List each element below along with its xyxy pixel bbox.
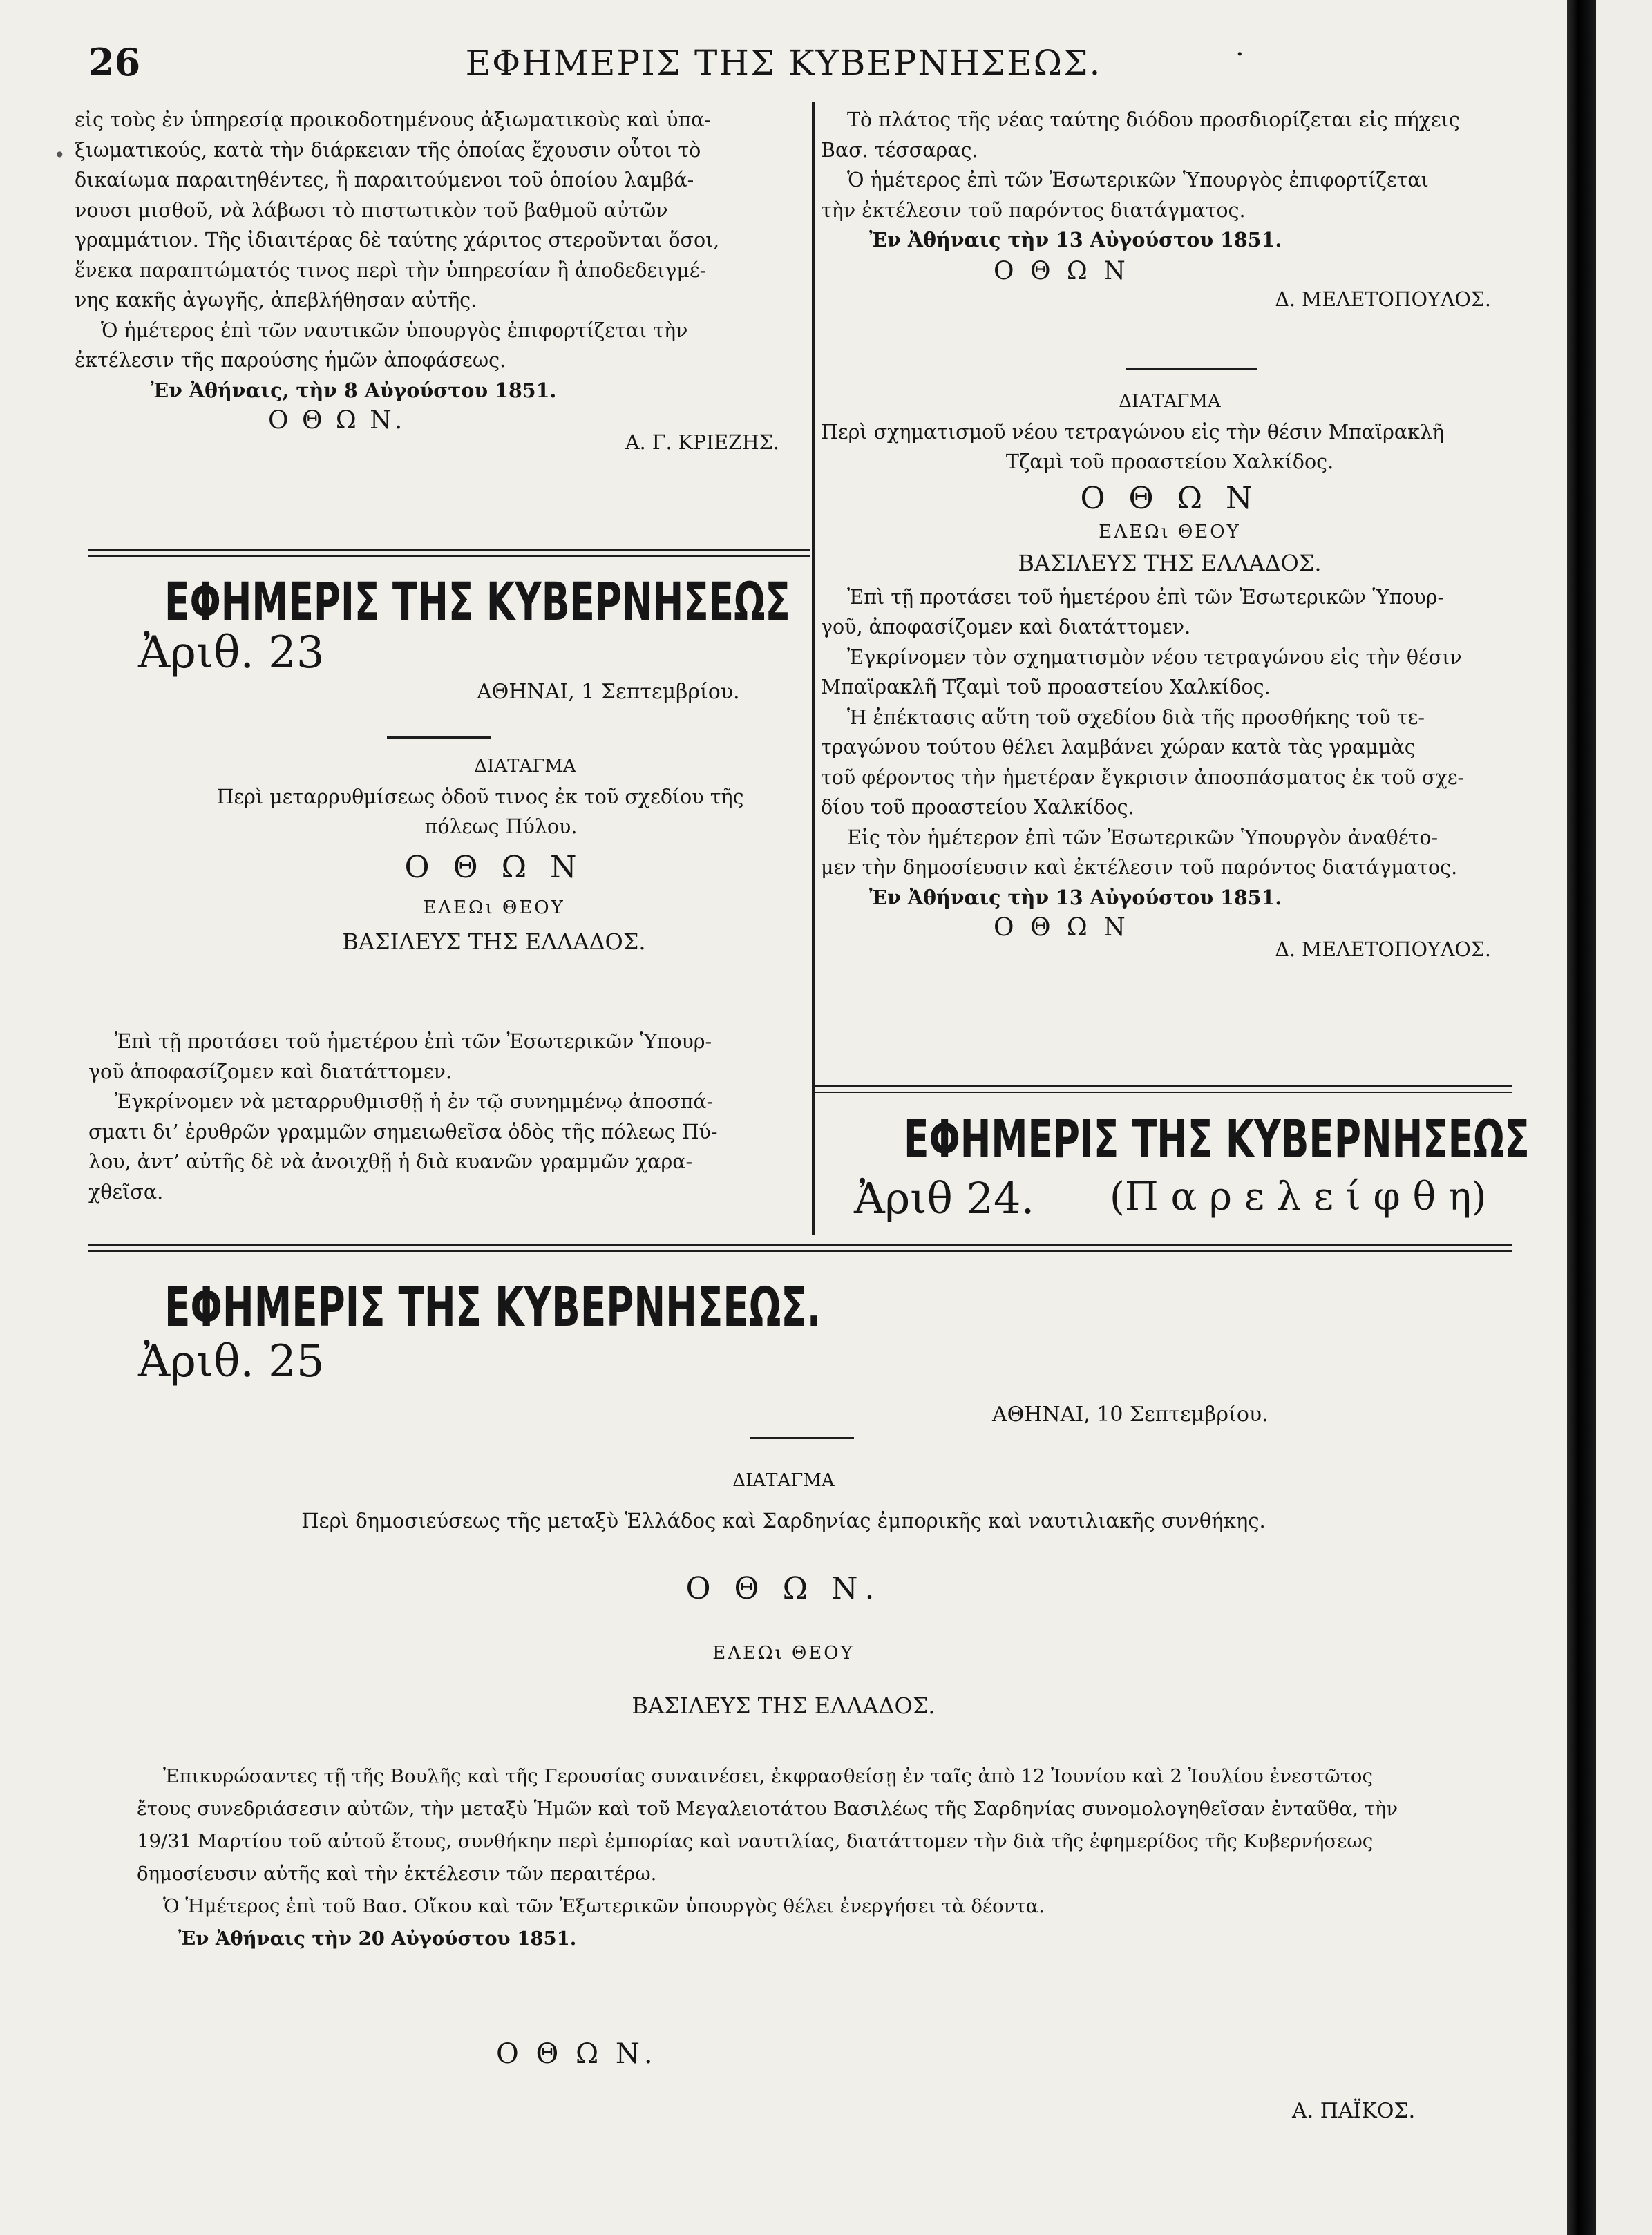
king-name: Ο Θ Ω Ν. xyxy=(496,2038,657,2070)
text-line: δίου τοῦ προαστείου Χαλκίδος. xyxy=(821,796,1134,819)
text-line: χθεῖσα. xyxy=(88,1180,164,1204)
text-line: ἔτους συνεδριάσεσιν αὐτῶν, τὴν μεταξὺ Ἡμῶν καὶ τοῦ Μεγαλειοτάτου Βασιλέως τῆς Σαρδηνίας συνομολογηθεῖσαν ἐνταῦθα, τὴν xyxy=(137,1798,1398,1820)
decree-2 xyxy=(821,387,1519,964)
text-line: νης κακῆς ἀγωγῆς, ἀπεβλήθησαν αὐτῆς. xyxy=(75,289,477,312)
minister-name: Α. Γ. ΚΡΙΕΖΗΣ. xyxy=(625,430,779,454)
issue-23-masthead: ΕΦΗΜΕΡΙΣ ΤΗΣ ΚΥΒΕΡΝΗΣΕΩΣ xyxy=(164,571,790,632)
decree-subject: Περὶ μεταρρυθμίσεως ὁδοῦ τινος ἐκ τοῦ σχεδίου τῆς xyxy=(216,785,744,808)
king-name: Ο Θ Ω Ν xyxy=(1080,480,1260,516)
text-line: Ὁ ἡμέτερος ἐπὶ τῶν Ἐσωτερικῶν Ὑπουργὸς ἐπιφορτίζεται xyxy=(847,169,1429,191)
king-name: Ο Θ Ω Ν. xyxy=(685,1571,882,1606)
short-rule xyxy=(1126,368,1257,370)
decree-subject: Τζαμὶ τοῦ προαστείου Χαλκίδος. xyxy=(1005,450,1334,473)
section-rule xyxy=(815,1085,1512,1087)
text-line: Ἐπὶ τῇ προτάσει τοῦ ἡμετέρου ἐπὶ τῶν Ἐσωτερικῶν Ὑπουρ- xyxy=(847,585,1445,609)
section-rule xyxy=(88,1244,1512,1246)
issue-24-number: Ἀριθ 24. xyxy=(854,1173,1035,1224)
grace-line: ΕΛΕΩι ΘΕΟΥ xyxy=(423,897,565,918)
royal-title: ΒΑΣΙΛΕΥΣ ΤΗΣ ΕΛΛΑΔΟΣ. xyxy=(632,1693,936,1719)
minister-name: Α. ΠΑΪΚΟΣ. xyxy=(1292,2099,1416,2123)
issue-24-omitted: (Π α ρ ε λ ε ί φ θ η) xyxy=(1110,1174,1487,1219)
text-line: Ἡ ἐπέκτασις αὕτη τοῦ σχεδίου διὰ τῆς προσθήκης τοῦ τε- xyxy=(847,705,1425,729)
issue-23-body xyxy=(88,1027,807,1207)
king-name: Ο Θ Ω Ν xyxy=(994,256,1130,285)
decree-subject: Περὶ δημοσιεύσεως τῆς μεταξὺ Ἑλλάδος καὶ Σαρδηνίας ἐμπορικῆς καὶ ναυτιλιακῆς συνθήκης. xyxy=(301,1509,1266,1532)
text-line: ἐκτέλεσιν τῆς παρούσης ἡμῶν ἀποφάσεως. xyxy=(75,349,506,372)
page-number: 26 xyxy=(88,40,141,84)
issue-23-number: Ἀριθ. 23 xyxy=(138,627,325,678)
text-line: Ἐγκρίνομεν νὰ μεταρρυθμισθῇ ἡ ἐν τῷ συνημμένῳ ἀποσπά- xyxy=(115,1090,714,1113)
decree-heading: ΔΙΑΤΑΓΜΑ xyxy=(732,1470,835,1491)
right-continuation xyxy=(821,105,1519,314)
text-line: ξιωματικούς, κατὰ τὴν διάρκειαν τῆς ὁποίας ἔχουσιν οὗτοι τὸ xyxy=(75,138,701,162)
date-line: Ἐν Ἀθήναις, τὴν 8 Αὐγούστου 1851. xyxy=(151,378,557,402)
text-line: λου, ἀντ’ αὐτῆς δὲ νὰ ἀνοιχθῇ ἡ διὰ κυανῶν γραμμῶν χαρα- xyxy=(88,1150,693,1173)
decree-subject: πόλεως Πύλου. xyxy=(424,815,578,838)
issue-25-number: Ἀριθ. 25 xyxy=(138,1336,325,1387)
grace-line: ΕΛΕΩι ΘΕΟΥ xyxy=(1099,521,1241,542)
section-rule xyxy=(815,1092,1512,1093)
left-continuation xyxy=(75,105,807,457)
text-line: ἕνεκα παραπτώματός τινος περὶ τὴν ὑπηρεσίαν ἢ ἀποδεδειγμέ- xyxy=(75,258,707,282)
text-line: Μπαϊρακλῆ Τζαμὶ τοῦ προαστείου Χαλκίδος. xyxy=(821,676,1271,698)
text-line: Ὁ ἡμέτερος ἐπὶ τῶν ναυτικῶν ὑπουργὸς ἐπιφορτίζεται τὴν xyxy=(101,318,688,342)
section-rule xyxy=(88,555,810,557)
decree-subject: Περὶ σχηματισμοῦ νέου τετραγώνου εἰς τὴν θέσιν Μπαϊρακλῆ xyxy=(821,420,1445,444)
margin-bullet: • xyxy=(54,144,66,167)
issue-25-masthead: ΕΦΗΜΕΡΙΣ ΤΗΣ ΚΥΒΕΡΝΗΣΕΩΣ. xyxy=(164,1277,822,1339)
text-line: Τὸ πλάτος τῆς νέας ταύτης διόδου προσδιορίζεται εἰς πήχεις xyxy=(847,108,1460,131)
date-line: Ἐν Ἀθήναις τὴν 13 Αὐγούστου 1851. xyxy=(869,885,1282,909)
section-rule xyxy=(88,1250,1512,1252)
grace-line: ΕΛΕΩι ΘΕΟΥ xyxy=(712,1643,855,1664)
text-line: γοῦ ἀποφασίζομεν καὶ διατάττομεν. xyxy=(88,1060,453,1083)
text-line: σματι δι’ ἐρυθρῶν γραμμῶν σημειωθεῖσα ὁδὸς τῆς πόλεως Πύ- xyxy=(88,1120,718,1143)
text-line: μεν τὴν δημοσίευσιν καὶ ἐκτέλεσιν τοῦ παρόντος διατάγματος. xyxy=(821,856,1458,879)
text-line: Βασ. τέσσαρας. xyxy=(821,138,978,162)
adjacent-page-edge xyxy=(1596,0,1652,2235)
decree-heading: ΔΙΑΤΑΓΜΑ xyxy=(474,756,576,777)
text-line: Ἐγκρίνομεν τὸν σχηματισμὸν νέου τετραγώνου εἰς τὴν θέσιν xyxy=(847,645,1462,669)
text-line: δικαίωμα παραιτηθέντες, ἢ παραιτούμενοι τοῦ ὁποίου λαμβά- xyxy=(75,169,694,191)
text-line: 19/31 Μαρτίου τοῦ αὐτοῦ ἔτους, συνθήκην περὶ ἐμπορίας καὶ ναυτιλίας, διατάττομεν τὴν διὰ τῆς ἐφημερίδος τῆς Κυβερνήσεως xyxy=(137,1830,1374,1852)
king-name: Ο Θ Ω Ν. xyxy=(268,406,406,435)
text-line: τραγώνου τούτου θέλει λαμβάνει χώραν κατὰ τὰς γραμμὰς xyxy=(821,736,1416,759)
column-divider xyxy=(812,102,815,1235)
text-line: Ἐπικυρώσαντες τῇ τῆς Βουλῆς καὶ τῆς Γερουσίας συναινέσει, ἐκφρασθείσῃ ἐν ταῖς ἀπὸ 12 Ἰουνίου καὶ 2 Ἰουλίου ἐνεστῶτος xyxy=(163,1765,1373,1787)
issue-25-body xyxy=(137,1760,1512,1955)
text-line: νουσι μισθοῦ, νὰ λάβωσι τὸ πιστωτικὸν τοῦ βαθμοῦ αὐτῶν xyxy=(75,198,668,222)
text-line: Εἰς τὸν ἡμέτερον ἐπὶ τῶν Ἐσωτερικῶν Ὑπουργὸν ἀναθέτο- xyxy=(847,826,1439,849)
date-line: Ἐν Ἀθήναις τὴν 13 Αὐγούστου 1851. xyxy=(869,228,1282,251)
book-spine xyxy=(1567,0,1596,2235)
text-line: δημοσίευσιν αὐτῆς καὶ τὴν ἐκτέλεσιν τῶν περαιτέρω. xyxy=(137,1863,657,1885)
text-line: γραμμάτιον. Τῆς ἰδιαιτέρας δὲ ταύτης χάριτος στεροῦνται ὅσοι, xyxy=(75,229,720,251)
issue-23-decree xyxy=(152,752,808,960)
minister-name: Δ. ΜΕΛΕΤΟΠΟΥΛΟΣ. xyxy=(1275,287,1491,311)
text-line: γοῦ, ἀποφασίζομεν καὶ διατάττομεν. xyxy=(821,616,1191,638)
text-line: Ἐπὶ τῇ προτάσει τοῦ ἡμετέρου ἐπὶ τῶν Ἐσωτερικῶν Ὑπουρ- xyxy=(115,1030,712,1053)
text-line: τὴν ἐκτέλεσιν τοῦ παρόντος διατάγματος. xyxy=(821,198,1246,222)
header-dot: · xyxy=(1235,39,1244,70)
royal-title: ΒΑΣΙΛΕΥΣ ΤΗΣ ΕΛΛΑΔΟΣ. xyxy=(342,929,646,955)
king-name: Ο Θ Ω Ν xyxy=(404,849,584,885)
issue-25-dateline: ΑΘΗΝΑΙ, 10 Σεπτεμβρίου. xyxy=(992,1402,1269,1427)
text-line: τοῦ φέροντος τὴν ἡμετέραν ἔγκρισιν ἀποσπάσματος ἐκ τοῦ σχε- xyxy=(821,765,1465,789)
text-line: εἰς τοὺς ἐν ὑπηρεσίᾳ προικοδοτημένους ἀξιωματικοὺς καὶ ὑπα- xyxy=(75,108,712,131)
issue-24-masthead: ΕΦΗΜΕΡΙΣ ΤΗΣ ΚΥΒΕΡΝΗΣΕΩΣ xyxy=(904,1108,1530,1170)
decree-heading: ΔΙΑΤΑΓΜΑ xyxy=(1119,391,1221,412)
text-line: Ὁ Ἡμέτερος ἐπὶ τοῦ Βασ. Οἴκου καὶ τῶν Ἐξωτερικῶν ὑπουργὸς θέλει ἐνεργήσει τὰ δέοντα. xyxy=(163,1895,1045,1917)
minister-name: Δ. ΜΕΛΕΤΟΠΟΥΛΟΣ. xyxy=(1275,938,1491,961)
section-rule xyxy=(88,549,810,551)
royal-title: ΒΑΣΙΛΕΥΣ ΤΗΣ ΕΛΛΑΔΟΣ. xyxy=(1018,549,1322,576)
page-header-title: ΕΦΗΜΕΡΙΣ ΤΗΣ ΚΥΒΕΡΝΗΣΕΩΣ. xyxy=(465,43,1102,83)
date-line: Ἐν Ἀθήναις τὴν 20 Αὐγούστου 1851. xyxy=(178,1928,577,1950)
short-rule xyxy=(750,1437,854,1439)
short-rule xyxy=(387,736,491,739)
king-name: Ο Θ Ω Ν xyxy=(994,913,1130,942)
issue-23-dateline: ΑΘΗΝΑΙ, 1 Σεπτεμβρίου. xyxy=(477,680,740,704)
